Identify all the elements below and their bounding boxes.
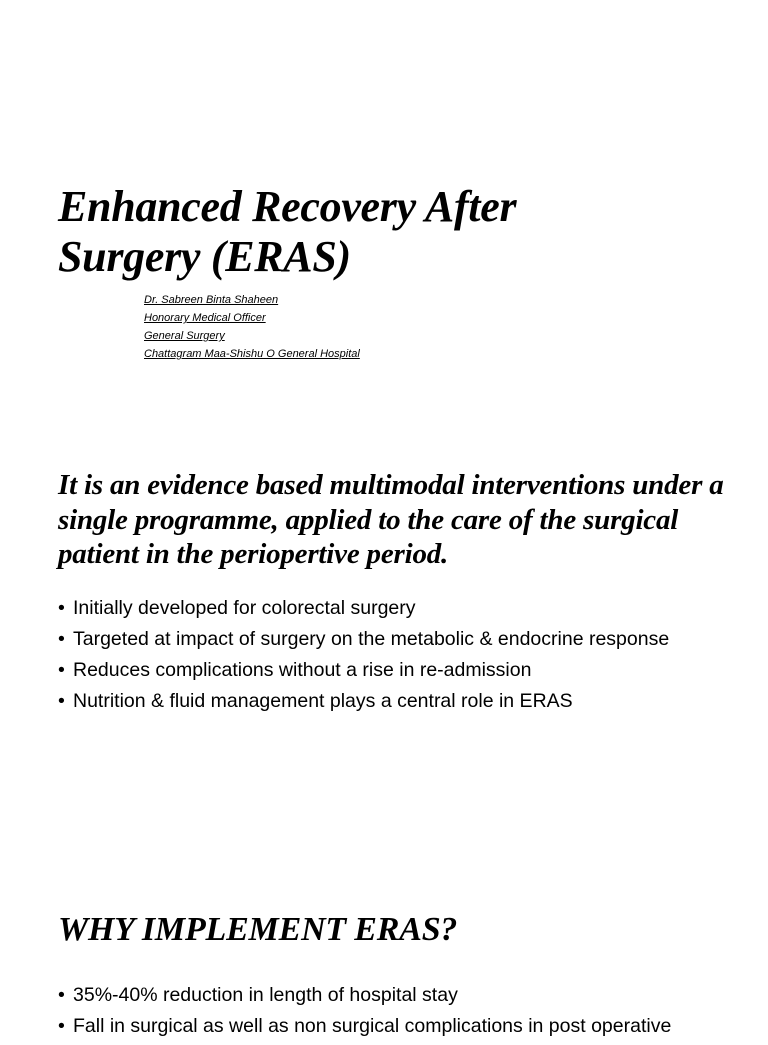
bullet-text: 35%-40% reduction in length of hospital stay	[73, 984, 458, 1006]
eras-bullet-list	[58, 596, 698, 720]
list-item	[58, 658, 698, 683]
slide-title-line-1: Enhanced Recovery After	[58, 182, 517, 231]
bullet-text: Targeted at impact of surgery on the metabolic & endocrine response	[73, 628, 670, 650]
bullet-marker: •	[58, 659, 65, 681]
bullet-marker: •	[58, 1015, 65, 1037]
bullet-marker: •	[58, 628, 65, 650]
bullet-text: Fall in surgical as well as non surgical complications in post operative	[73, 1015, 672, 1037]
bullet-text: Initially developed for colorectal surgery	[73, 597, 416, 619]
author-info	[144, 291, 360, 363]
author-hospital: Chattagram Maa-Shishu O General Hospital	[144, 348, 360, 360]
eras-definition: It is an evidence based multimodal interventions under a single programme, applied to the care of the surgical patient in the periopertive period.	[58, 469, 724, 570]
bullet-text: Nutrition & fluid management plays a central role in ERAS	[73, 690, 573, 712]
author-name: Dr. Sabreen Binta Shaheen	[144, 294, 279, 306]
why-heading: WHY IMPLEMENT ERAS?	[58, 911, 458, 948]
bullet-marker: •	[58, 690, 65, 712]
list-item	[58, 627, 698, 652]
list-item	[58, 983, 758, 1008]
bullet-marker: •	[58, 597, 65, 619]
bullet-text: Reduces complications without a rise in re-admission	[73, 659, 532, 681]
list-item	[58, 689, 698, 714]
author-position: Honorary Medical Officer	[144, 312, 266, 324]
slide-title-line-2: Surgery (ERAS)	[58, 232, 351, 281]
author-department: General Surgery	[144, 330, 225, 342]
list-item	[58, 1014, 758, 1039]
slide-title	[58, 182, 516, 282]
why-bullet-list	[58, 983, 758, 1045]
bullet-marker: •	[58, 984, 65, 1006]
list-item	[58, 596, 698, 621]
